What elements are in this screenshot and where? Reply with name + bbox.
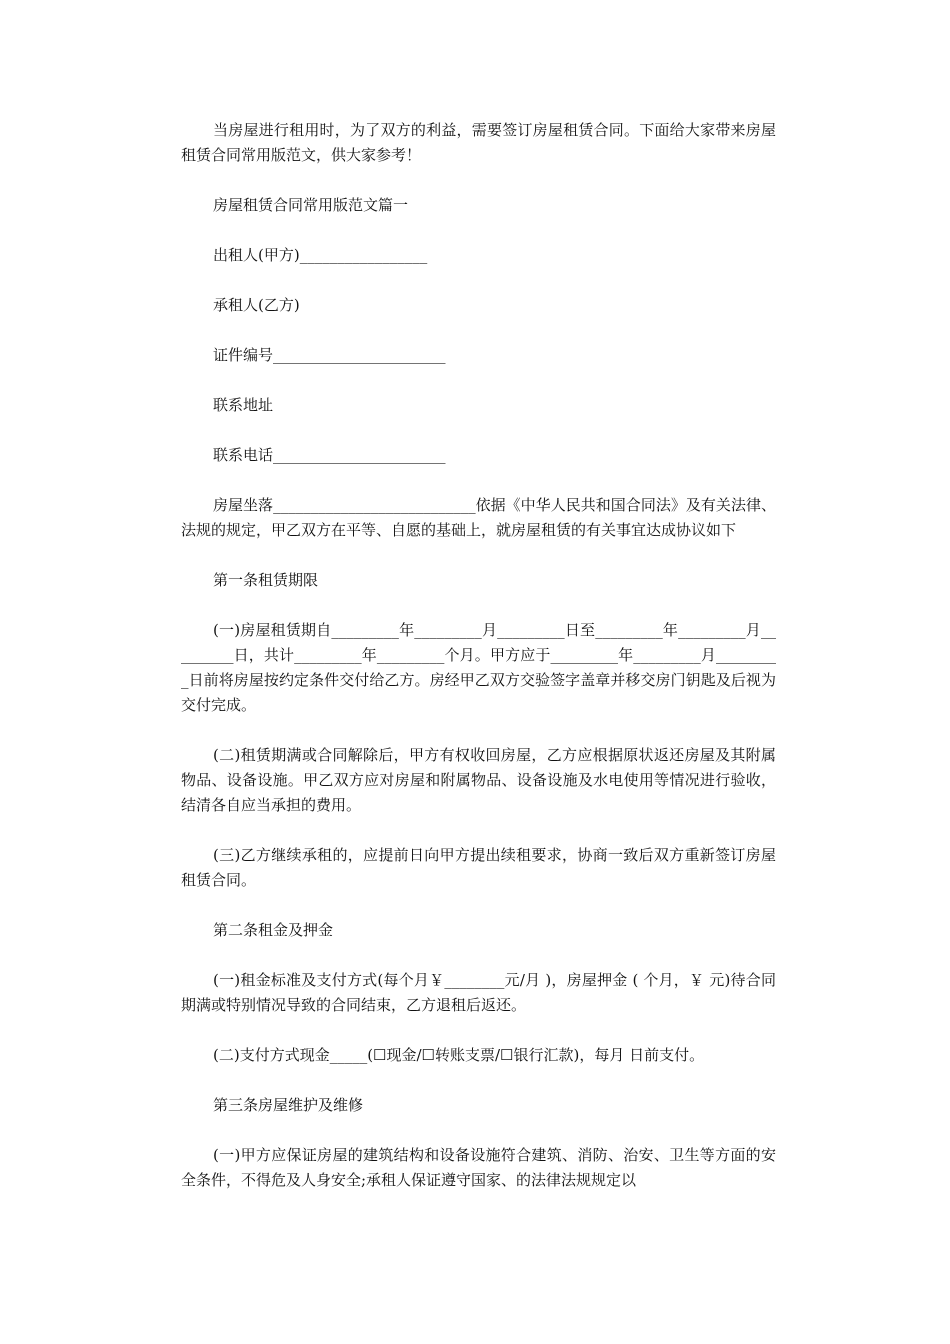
article-1-heading: 第一条租赁期限 [213, 571, 319, 589]
property-location-paragraph: 房屋坐落___________________________依据《中华人民共和国合同法》及有关法律、法规的规定，甲乙双方在平等、自愿的基础上，就房屋租赁的有关事宜达成协议如下 [181, 496, 776, 539]
article-1-clause-3: (三)乙方继续承租的，应提前日向甲方提出续租要求，协商一致后双方重新签订房屋租赁合同。 [181, 846, 776, 889]
article-3-clause-1: (一)甲方应保证房屋的建筑结构和设备设施符合建筑、消防、治安、卫生等方面的安全条件，不得危及人身安全;承租人保证遵守国家、的法律法规规定以 [181, 1146, 776, 1189]
contact-address-field: 联系地址 [213, 396, 274, 414]
lessor-field: 出租人(甲方)_________________ [213, 246, 428, 264]
article-2-clause-2: (二)支付方式现金_____(☐现金/☐转账支票/☐银行汇款)，每月 日前支付。 [213, 1046, 705, 1064]
article-1-clause-1: (一)房屋租赁期自_________年_________月_________日至_________年_________月_________日，共计_________年_________个月。甲方应于_________年_________月_________日前将房屋按约定条件交付给乙方。房经甲乙双方交验签字盖章并移交房门钥匙及后视为交付完成。 [181, 621, 776, 714]
contact-phone-field: 联系电话_______________________ [213, 446, 446, 464]
document-page [181, 118, 776, 1193]
lessee-field: 承租人(乙方) [213, 296, 300, 314]
article-1-clause-2: (二)租赁期满或合同解除后，甲方有权收回房屋，乙方应根据原状返还房屋及其附属物品、设备设施。甲乙双方应对房屋和附属物品、设备设施及水电使用等情况进行验收，结清各自应当承担的费用。 [181, 746, 776, 814]
article-3-heading: 第三条房屋维护及维修 [213, 1096, 364, 1114]
article-2-heading: 第二条租金及押金 [213, 921, 334, 939]
intro-paragraph: 当房屋进行租用时，为了双方的利益，需要签订房屋租赁合同。下面给大家带来房屋租赁合同常用版范文，供大家参考！ [181, 121, 776, 164]
article-2-clause-1: (一)租金标准及支付方式(每个月￥________元/月 )，房屋押金 ( 个月，￥ 元)待合同期满或特别情况导致的合同结束，乙方退租后返还。 [181, 971, 776, 1014]
section-heading: 房屋租赁合同常用版范文篇一 [213, 196, 409, 214]
id-number-field: 证件编号_______________________ [213, 346, 446, 364]
